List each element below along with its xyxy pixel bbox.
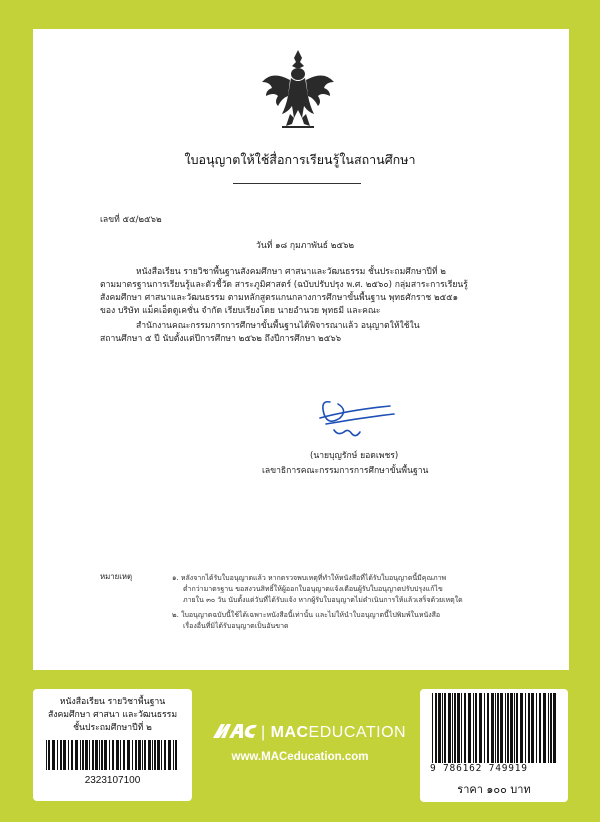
barcode-bar [516,693,518,763]
paragraph-2-line: สำนักงานคณะกรรมการการศึกษาขั้นพื้นฐานได้พิจารณาแล้ว อนุญาตให้ใช้ใน [136,321,420,331]
barcode-bar [435,693,437,763]
barcode-bar [438,693,441,763]
barcode-bar [510,693,513,763]
paragraph-1-line: หนังสือเรียน รายวิชาพื้นฐานสังคมศึกษา ศาสนาและวัฒนธรรม ชั้นประถมศึกษาปีที่ ๒ [136,267,446,277]
barcode-bar [457,693,460,763]
barcode-bar [520,693,523,763]
barcode-bar [514,693,515,763]
document-date: วันที่ ๑๘ กุมภาพันธ์ ๒๕๖๒ [256,241,355,251]
notes-label: หมายเหตุ [100,572,133,581]
barcode-bar [536,693,537,763]
barcode-bar [505,693,506,763]
note-line: เรื่องอื่นที่มิได้รับอนุญาตเป็นอันขาด [183,622,289,630]
barcode-bar [432,693,433,763]
publisher-name-suffix: EDUCATION [308,724,407,741]
barcode-bar [491,693,494,763]
publisher-name [261,724,406,742]
barcode-bar [454,693,456,763]
barcode-bar [468,693,471,763]
barcode-bar [484,693,485,763]
barcode-bar [452,693,453,763]
product-code: 2323107100 [84,775,141,786]
isbn-barcode-icon [430,693,560,763]
price-label: ราคา ๑๐๐ บาท [457,783,531,796]
barcode-bar [444,693,446,763]
barcode-bar [442,693,443,763]
barcode-bar [464,693,466,763]
signer-name: (นายบุญรักษ์ ยอดเพชร) [310,451,399,461]
barcode-bar [531,693,534,763]
paragraph-1-line: สังคมศึกษา ศาสนาและวัฒนธรรม ตามหลักสูตรแกนกลางการศึกษาขั้นพื้นฐาน พุทธศักราช ๒๕๕๑ [100,293,459,303]
barcode-bar [550,693,552,763]
isbn-number: 9 786162 749919 [430,763,528,774]
spine-label-line: ชั้นประถมศึกษาปีที่ ๒ [73,723,152,733]
note-line: ๑. หลังจากได้รับใบอนุญาตแล้ว หากตรวจพบเหตุที่ทำให้หนังสือที่ได้รับใบอนุญาตนี้มีคุณภาพ [172,574,447,582]
publisher-separator: | [261,724,266,741]
document-number: เลขที่ ๕๕/๒๕๖๒ [100,215,162,225]
publisher-name-prefix: MAC [270,724,309,741]
signature-icon [290,392,400,444]
signer-position: เลขาธิการคณะกรรมการการศึกษาขั้นพื้นฐาน [262,466,429,476]
barcode-bar [543,693,546,763]
barcode-bar [548,693,549,763]
paragraph-1-line: ตามมาตรฐานการเรียนรู้และตัวชี้วัด สาระภูมิศาสตร์ (ฉบับปรับปรุง พ.ศ. ๒๕๖๐) กลุ่มสาระการเรียนรู้ [100,280,468,290]
barcode-bar [528,693,530,763]
barcode-bar [500,693,503,763]
barcode-bar [525,693,526,763]
barcode-bar [507,693,509,763]
barcode-bar [475,693,477,763]
permission-paragraph-2 [100,320,480,346]
note-line: ๒. ใบอนุญาตฉบับนี้ใช้ได้เฉพาะหนังสือนี้เท่านั้น และไม่ให้นำใบอนุญาตนี้ไปพิมพ์ในหนังสือ [172,611,441,619]
barcode-bar [479,693,482,763]
barcode-bar [497,693,499,763]
barcode-bar [553,693,556,763]
garuda-emblem-icon [260,48,336,130]
barcode-bar [473,693,474,763]
spine-label-line: สังคมศึกษา ศาสนา และวัฒนธรรม [47,710,178,720]
note-line: ภายใน ๓๐ วัน นับตั้งแต่วันที่ได้รับแจ้ง หากผู้รับใบอนุญาตไม่ดำเนินการให้แล้วเสร็จด้วยเหตุใด [183,596,463,604]
permission-paragraph-1 [100,266,480,318]
spine-label-line: หนังสือเรียน รายวิชาพื้นฐาน [59,697,166,707]
barcode-bar [539,693,541,763]
barcode-bar [487,693,489,763]
barcode-bar [448,693,451,763]
note-line: ต่ำกว่ามาตรฐาน ขอสงวนสิทธิ์ให้ผู้ออกใบอนุญาตแจ้งเตือนผู้รับใบอนุญาตปรับปรุงแก้ไข [183,585,443,593]
paragraph-1-line: ของ บริษัท แม็คเอ็ดดูเคชั่น จำกัด เรียบเรียงโดย นายอำนวย พุทธมี และคณะ [100,306,381,316]
paragraph-2-line: สถานศึกษา ๕ ปี นับตั้งแต่ปีการศึกษา ๒๕๖๒ ถึงปีการศึกษา ๒๕๖๖ [100,334,342,344]
barcode-bar [461,693,462,763]
publisher-website: www.MACeducation.com [231,751,369,763]
certificate-title: ใบอนุญาตให้ใช้สื่อการเรียนรู้ในสถานศึกษา [184,152,416,167]
barcode-bar [495,693,496,763]
title-underline [233,183,361,184]
